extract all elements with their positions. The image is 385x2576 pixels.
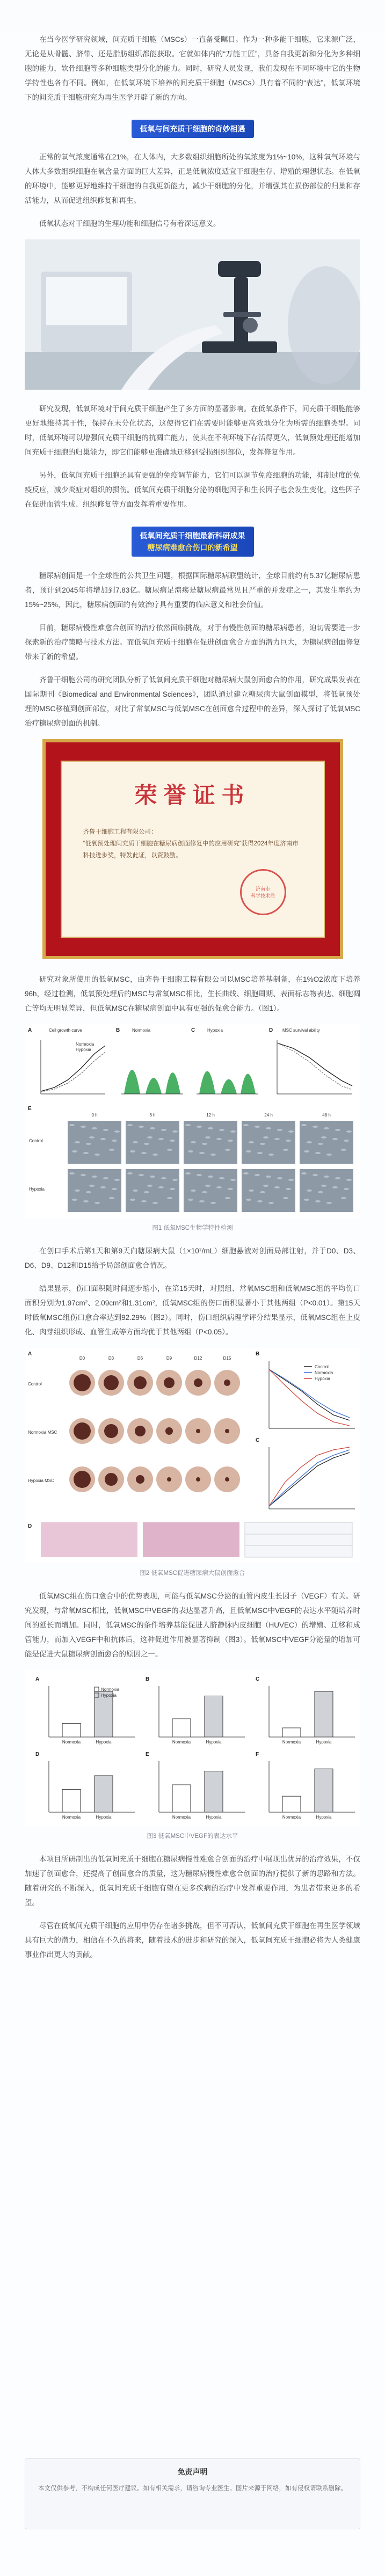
paragraph-method: 研究对象所使用的低氧MSC，由齐鲁干细胞工程有限公司以MSC培养基制备，在1%O2浓度下培养96h，经过检测，低氧预处理后的MSC与常氧MSC相比，生长曲线、细胞周期、表面标志物表达、细胞凋亡等均无明显差异，但低氧MSC在糖尿病创面中具有更强的促愈合能力。（图1）。 — [25, 975, 360, 1012]
honor-certificate — [42, 739, 343, 959]
paragraph-diabetes: 糖尿病创面是一个全球性的公共卫生问题，根据国际糖尿病联盟统计，全球目前约有5.37亿糖尿病患者，预计到2045年将增加到7.83亿。糖尿病足溃疡是糖尿病最常见且严重的并发症之一，其发生率约为15%~25%，因此，糖尿病创面的有效治疗具有重要的临床意义和社会价值。 — [25, 572, 360, 609]
svg-text:Normoxia: Normoxia — [132, 1028, 151, 1033]
fig2-legend-item: Normoxia — [315, 1370, 333, 1375]
fig3-x-label: Hypoxia — [316, 1740, 332, 1745]
fig3-panel-label: D — [35, 1752, 40, 1757]
fig1-col-label: 12 h — [206, 1113, 215, 1118]
disclaimer-text: 本文仅供参考，不构成任何医疗建议。如有相关需求，请咨询专业医生。图片来源于网络，如有侵权请联系删除。 — [38, 2485, 347, 2492]
svg-text:C: C — [256, 1437, 260, 1443]
fig3-legend-item: Normoxia — [101, 1687, 120, 1692]
fig2-row-label: Hypoxia MSC — [28, 1478, 54, 1483]
fig1-row-label: Control — [29, 1139, 43, 1143]
disclaimer-box — [25, 2458, 360, 2529]
paragraph-results: 结果显示，伤口面积随时间逐步缩小，在第15天时，对照组、常氧MSC组和低氧MSC组的平均伤口面积分别为1.97cm²、2.09cm²和1.31cm²，低氧MSC组的伤口面积显著小于其他两组（P<0.01）。第15天时低氧MSC组伤口愈合率达到92.29%（图2）。同时，伤口组织病理学评分结果显示，低氧MSC组在上皮化、肉芽组织形成、血管生成等方面均优于其他两组（P<0.05）。 — [25, 1285, 360, 1336]
microscope-illustration — [25, 239, 360, 390]
figure-3-caption: 图3 低氧MSC中VEGF的表达水平 — [147, 1833, 238, 1840]
figure-1-graphic — [25, 1024, 360, 1217]
svg-text:B: B — [116, 1027, 120, 1033]
fig3-panel-label: A — [35, 1676, 40, 1682]
fig3-panel-label: B — [146, 1676, 150, 1682]
svg-text:B: B — [256, 1351, 260, 1357]
section-heading-2-text: 低氧间充质干细胞最新科研成果 糖尿病难愈合伤口的新希望 — [132, 527, 254, 557]
fig3-x-label: Normoxia — [172, 1740, 191, 1745]
fig2-row-label: Control — [28, 1382, 42, 1386]
fig3-bar — [172, 1785, 191, 1812]
fig3-x-label: Hypoxia — [96, 1740, 112, 1745]
fig3-bar — [315, 1769, 333, 1812]
svg-text:Cell growth curve: Cell growth curve — [49, 1028, 82, 1033]
fig3-x-label: Normoxia — [282, 1815, 301, 1820]
fig2-day-label: D9 — [166, 1356, 172, 1361]
fig3-bar — [205, 1696, 223, 1738]
figure-2 — [25, 1348, 360, 1565]
fig2-day-label: D6 — [137, 1356, 143, 1361]
fig3-x-label: Normoxia — [282, 1740, 301, 1745]
svg-text:Hypoxia: Hypoxia — [207, 1028, 223, 1033]
fig1-col-label: 6 h — [149, 1113, 156, 1118]
fig3-panel-label: F — [256, 1752, 259, 1757]
paragraph-immune: 另外，低氧间充质干细胞还具有更强的免疫调节能力，它们可以调节免疫细胞的功能，抑制过度的免疫反应，减少炎症对组织的损伤。低氧间充质干细胞分泌的细胞因子和生长因子也会发生变化，这些因子在促进血管生成、组织修复等方面发挥着重要作用。 — [25, 471, 360, 508]
section-heading-1-text: 低氧与间充质干细胞的奇妙相遇 — [132, 120, 254, 138]
fig2-day-label: D15 — [223, 1356, 231, 1361]
fig2-legend-item: Control — [315, 1364, 329, 1369]
fig3-legend-item: Hypoxia — [101, 1693, 117, 1698]
paragraph-intro: 在当今医学研究领域，间充质干细胞（MSCs）一直备受瞩目。作为一种多能干细胞，它来源广泛，无论是从骨髓、脐带、还是脂肪组织都能获取。它就如体内的“万能工匠”，具备自我更新和分化为多种细胞的能力，软骨细胞等多种细胞类型分化的能力。同时，研究人员发现，我们发现在不同环境中它的生物学特性也各有不同。例如，在低氧环境下培养的间充质干细胞（MSCs）具有着不同的“表达”，低氧环境下的间充质干细胞研究为再生医学开辟了新的方向。 — [25, 35, 360, 101]
svg-text:C: C — [191, 1027, 195, 1033]
certificate-title: 荣誉证书 — [134, 782, 251, 808]
svg-text:Hypoxia: Hypoxia — [76, 1047, 91, 1052]
svg-text:D: D — [269, 1027, 273, 1033]
paragraph-oxygen: 正常的氧气浓度通常在21%，在人体内，大多数组织细胞所处的氧浓度为1%~10%，这种氧气环境与人体大多数组织细胞在氧含量方面的巨大差异，正是低氧浓度适宜干细胞生存、增殖的理想状态。在低氧的环境中，能够更好地维持干细胞的自我更新能力，减少干细胞的分化，并增强其在损伤部位的归巢和存活能力，从而促进组织修复和再生。 — [25, 153, 360, 205]
fig3-bar — [172, 1719, 191, 1737]
svg-text:A: A — [28, 1351, 32, 1357]
fig3-bar — [282, 1728, 301, 1737]
fig2-legend-item: Hypoxia — [315, 1376, 330, 1381]
figure-3-graphic — [25, 1670, 360, 1826]
figure-2-caption: 图2 低氧MSC促进糖尿病大鼠创面愈合 — [140, 1570, 245, 1577]
fig3-x-label: Normoxia — [172, 1815, 191, 1820]
figure-2-graphic — [25, 1348, 360, 1563]
fig1-col-label: 48 h — [322, 1113, 331, 1118]
fig2-row-label: Normoxia MSC — [28, 1430, 57, 1435]
svg-text:E: E — [28, 1106, 32, 1112]
svg-text:MSC survival ability: MSC survival ability — [282, 1028, 320, 1033]
svg-text:D: D — [28, 1523, 32, 1529]
paragraph-conclusion: 本项目所研制出的低氧间充质干细胞在糖尿病慢性难愈合创面的治疗中展现出优异的治疗效果，不仅加速了创面愈合，还提高了创面愈合的质量，这为糖尿病慢性难愈合创面的治疗提供了新的思路和方法。随着研究的不断深入，低氧间充质干细胞有望在更多疾病的治疗中发挥重要作用，为患者带来更多的希望。 — [25, 1855, 360, 1907]
certificate-seal-icon: 济南市 科学技术局 — [240, 869, 286, 915]
fig3-bar — [282, 1796, 301, 1812]
fig3-panel-label: C — [256, 1676, 260, 1682]
fig3-x-label: Hypoxia — [206, 1740, 222, 1745]
paragraph-vegf: 低氧MSC组在伤口愈合中的优势表现，可能与低氧MSC分泌的血管内皮生长因子（VEGF）有关。研究发现，与常氧MSC相比，低氧MSC中VEGF的表达显著升高，且低氧MSC中VEGF的表达水平随培养时间的延长而增加。同时，低氧MSC的条件培养基能促进人脐静脉内皮细胞（HUVEC）的增殖、迁移和成管能力，而加入VEGF中和抗体后，这种促进作用被显著抑制（图3）。低氧MSC中VEGF分泌量的增加可能是促进大鼠糖尿病创面愈合的原因之一。 — [25, 1592, 360, 1658]
fig3-x-label: Normoxia — [62, 1815, 81, 1820]
paragraph-significance: 低氧状态对干细胞的生理功能和细胞信号有着深远意义。 — [39, 220, 221, 228]
fig3-x-label: Hypoxia — [316, 1815, 332, 1820]
figure-1-caption: 图1 低氧MSC生物学特性检测 — [152, 1225, 233, 1231]
figure-3 — [25, 1670, 360, 1828]
paragraph-challenge: 目前，糖尿病慢性难愈合创面的治疗依然面临挑战，对于有慢性创面的糖尿病患者，迫切需要进一步探索新的治疗策略与技术方法。而低氧间充质干细胞在促进创面愈合方面的潜力巨大，为糖尿病创面修复带来了新的希望。 — [25, 624, 360, 661]
fig2-day-label: D12 — [194, 1356, 202, 1361]
paragraph-outlook: 尽管在低氧间充质干细胞的应用中仍存在诸多挑战，但不可否认，低氧间充质干细胞在再生医学领域具有巨大的潜力，相信在不久的将来，随着技术的进步和研究的深入，低氧间充质干细胞必将为人类健康事业作出更大的贡献。 — [25, 1922, 360, 1959]
paragraph-team: 齐鲁干细胞公司的研究团队分析了低氧间充质干细胞对糖尿病大鼠创面愈合的作用，研究成果发表在国际期刊《Biomedical and Environmental Sciences》，团队通过建立糖尿病大鼠创面模型，将低氧预处理的MSC移植到创面部位，对比了常氧MSC与低氧MSC在创面愈合过程中的差异，深入探讨了低氧MSC治疗糖尿病创面的机制。 — [25, 676, 360, 727]
fig3-bar — [315, 1691, 333, 1737]
fig1-row-label: Hypoxia — [29, 1187, 45, 1192]
certificate-paper — [61, 761, 325, 938]
section-heading-1 — [104, 120, 281, 138]
paragraph-procedure: 在创口手术后第1天和第9天向糖尿病大鼠（1×10⁷/mL）细胞悬液对创面局部注射，并于D0、D3、D6、D9、D12和D15给予局部创面愈合情况。 — [25, 1247, 360, 1269]
svg-text:Normoxia: Normoxia — [76, 1042, 95, 1047]
fig1-col-label: 24 h — [264, 1113, 273, 1118]
disclaimer-title: 免责声明 — [177, 2468, 208, 2476]
article-page — [0, 32, 385, 2576]
fig3-bar — [62, 1724, 81, 1738]
fig3-x-label: Hypoxia — [96, 1815, 112, 1820]
fig1-col-label: 0 h — [91, 1113, 98, 1118]
fig3-bar — [62, 1790, 81, 1813]
certificate-body: 齐鲁干细胞工程有限公司： “低氧预处理间充质干细胞在糖尿病创面修复中的应用研究”获得2024年度济南市科技进步奖，特发此证，以资鼓励。 — [83, 829, 299, 859]
figure-1 — [25, 1024, 360, 1220]
section-heading-2 — [104, 527, 281, 557]
fig2-day-label: D3 — [108, 1356, 114, 1361]
fig3-x-label: Hypoxia — [206, 1815, 222, 1820]
paragraph-research-findings: 研究发现，低氧环境对于间充质干细胞产生了多方面的显著影响。在低氧条件下，间充质干细胞能够更好地维持其干性，保持在未分化状态，这使得它们在需要时能够更高效地分化为所需的细胞类型。同时，低氧环境可以增强间充质干细胞的抗凋亡能力，使其在不利环境下存活得更久，低氧预处理还能增加间充质干细胞的归巢能力，即它们能够更准确地迁移到受损组织部位，发挥修复作用。 — [25, 405, 360, 456]
svg-text:A: A — [28, 1027, 32, 1033]
fig3-bar — [95, 1691, 113, 1737]
fig2-day-label: D0 — [79, 1356, 85, 1361]
laboratory-microscope-photo — [25, 239, 360, 390]
fig3-bar — [95, 1776, 113, 1812]
fig3-x-label: Normoxia — [62, 1740, 81, 1745]
fig3-panel-label: E — [146, 1752, 149, 1757]
fig3-bar — [205, 1771, 223, 1813]
